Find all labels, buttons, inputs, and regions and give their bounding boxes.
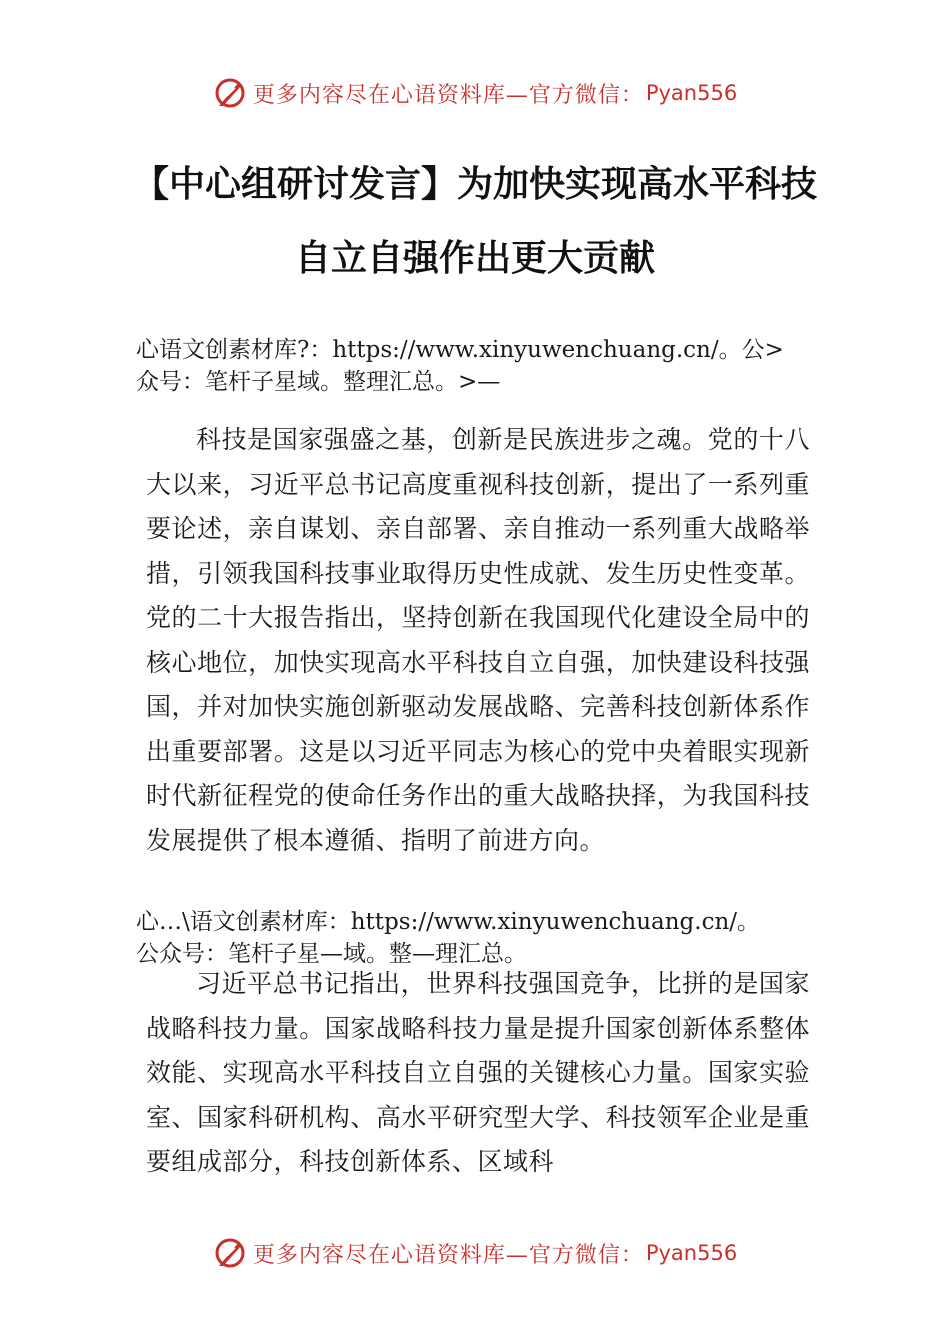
source-note-2: 心…\语文创素材库：https://www.xinyuwenchuang.cn/。 公众号：笔杆子星—域。整—理汇总。 xyxy=(136,909,761,967)
document-title-line-1: 【中心组研讨发言】为加快实现高水平科技 xyxy=(132,164,817,205)
footer-wechat-id: Pyan556 xyxy=(645,1241,738,1265)
document-title-line-2: 自立自强作出更大贡献 xyxy=(294,238,655,279)
header-banner-text: 更多内容尽在心语资料库—官方微信： xyxy=(252,82,644,108)
quill-logo-icon xyxy=(213,76,247,110)
quill-logo-icon xyxy=(213,1236,247,1270)
paragraph-1: 科技是国家强盛之基，创新是民族进步之魂。党的十八大以来，习近平总书记高度重视科技创新，提出了一系列重要论述，亲自谋划、亲自部署、亲自推动一系列重大战略举措，引领我国科技事业取得历史性成就、发生历史性变革。党的二十大报告指出，坚持创新在我国现代化建设全局中的核心地位，加快实现高水平科技自立自强，加快建设科技强国，并对加快实施创新驱动发展战略、完善科技创新体系作出重要部署。这是以习近平同志为核心的党中央着眼实现新时代新征程党的使命任务作出的重大战略抉择，为我国科技发展提供了根本遵循、指明了前进方向。 xyxy=(146,425,810,855)
footer-banner xyxy=(0,1228,950,1278)
source-note-1: 心语文创素材库?：https://www.xinyuwenchuang.cn/。公> 众号：笔杆子星域。整理汇总。>— xyxy=(136,337,784,395)
paragraph-2: 习近平总书记指出，世界科技强国竞争，比拼的是国家战略科技力量。国家战略科技力量是提升国家创新体系整体效能、实现高水平科技自立自强的关键核心力量。国家实验室、国家科研机构、高水平研究型大学、科技领军企业是重要组成部分，科技创新体系、区域科 xyxy=(146,969,810,1176)
footer-banner-text: 更多内容尽在心语资料库—官方微信： xyxy=(252,1242,644,1268)
header-wechat-id: Pyan556 xyxy=(645,81,738,105)
header-banner xyxy=(0,68,950,118)
